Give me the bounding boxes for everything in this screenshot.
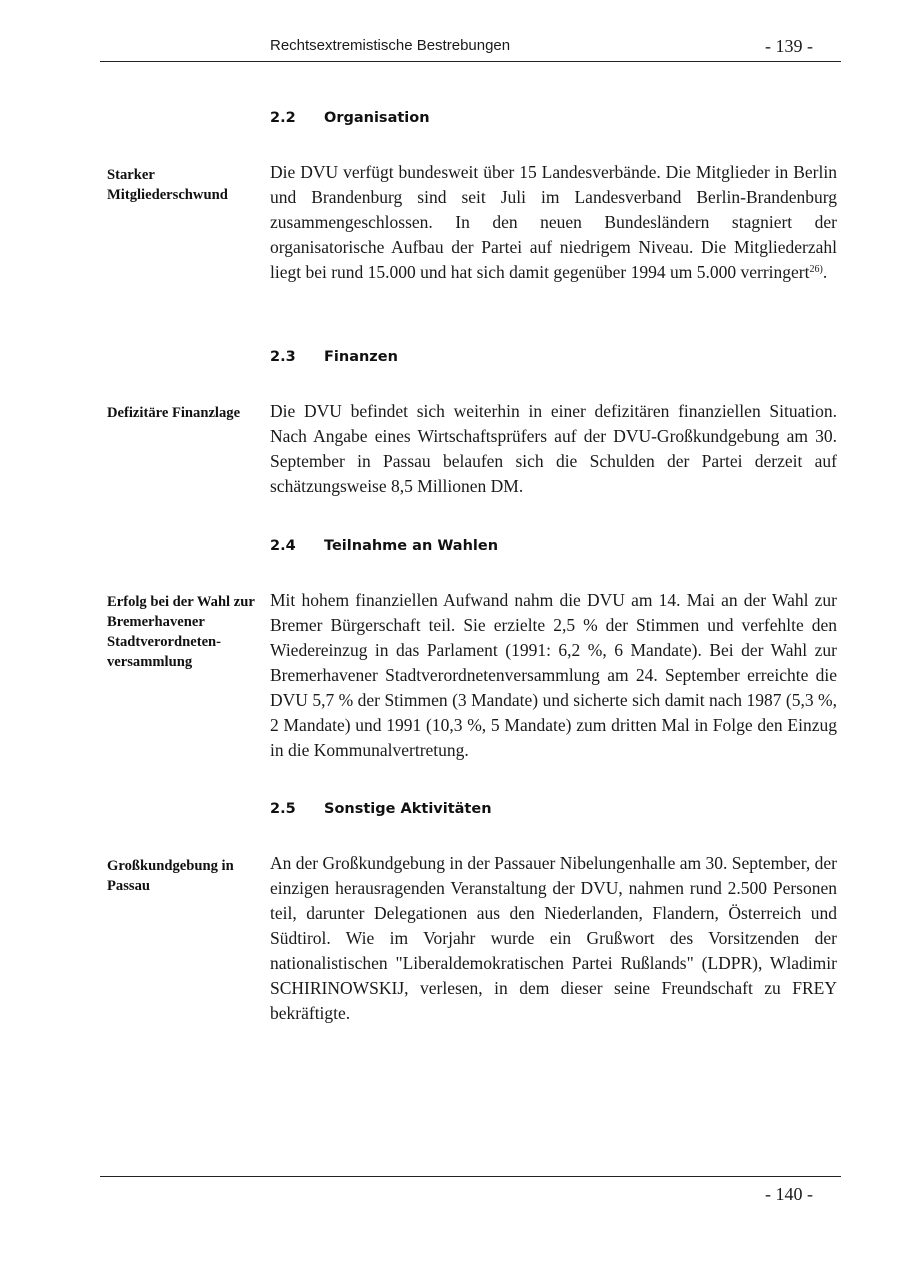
section-number: 2.3 (270, 349, 296, 365)
section-heading-aktivitaeten (270, 800, 492, 818)
paragraph-wahlen: Mit hohem finanziellen Aufwand nahm die DVU am 14. Mai an der Wahl zur Bremer Bürgerschaft teil. Sie erzielte 2,5 % der Stimmen und verfehlte den Wiedereinzug in das Parlament (1991: 6,2 %, 6 Mandate). Bei der Wahl zur Bremerhavener Stadtverordnetenversammlung am 24. September erreichte die DVU 5,7 % der Stimmen (3 Mandate) und sicherte sich damit nach 1987 (5,3 %, 2 Mandate) und 1991 (10,3 %, 5 Mandate) zum dritten Mal in Folge den Einzug in die Kommunalvertretung. (270, 590, 837, 760)
paragraph-end: . (822, 262, 828, 282)
margin-note-finanzlage: Defizitäre Finanzlage (107, 405, 241, 421)
footer-page-number: - 140 - (765, 1184, 813, 1204)
header-rule (100, 61, 841, 62)
section-number: 2.2 (270, 110, 296, 126)
section-title: Teilnahme an Wahlen (324, 538, 499, 554)
section-title: Finanzen (324, 349, 398, 365)
paragraph-aktivitaeten: An der Großkundgebung in der Passauer Nibelungenhalle am 30. September, der einzigen herausragenden Veranstaltung der DVU, nahmen rund 2.500 Personen teil, darunter Delegationen aus den Niederlanden, Flandern, Österreich und Südtirol. Wie im Vorjahr wurde ein Grußwort des Vorsitzenden der nationalistischen "Liberaldemokratischen Partei Rußlands" (LDPR), Wladimir SCHIRINOWSKIJ, verlesen, in dem dieser seine Freundschaft zu FREY bekräftigte. (270, 853, 837, 1023)
paragraph-finanzen: Die DVU befindet sich weiterhin in einer defizitären finanziellen Situation. Nach Angabe eines Wirtschaftsprüfers auf der DVU-Großkundgebung am 30. September in Passau belaufen sich die Schulden der Partei derzeit auf schätzungsweise 8,5 Millionen DM. (270, 401, 837, 496)
paragraph-organisation (270, 160, 837, 285)
running-title: Rechtsextremistische Bestrebungen (270, 37, 511, 54)
footer-rule (100, 1176, 841, 1177)
section-title: Organisation (324, 110, 430, 126)
section-heading-finanzen (270, 348, 398, 366)
margin-note-grosskundgebung: Großkundgebung in Passau (107, 858, 234, 894)
header-page-number: - 139 - (765, 36, 813, 56)
section-number: 2.4 (270, 538, 296, 554)
section-title: Sonstige Aktivitäten (324, 801, 492, 817)
section-heading-wahlen (270, 537, 498, 555)
margin-note-wahl-bremerhaven: Erfolg bei der Wahl zur Bremerhavener Stadtverordneten-versammlung (107, 594, 255, 670)
section-number: 2.5 (270, 801, 296, 817)
section-heading-organisation (270, 109, 430, 127)
paragraph-text: Die DVU verfügt bundesweit über 15 Landesverbände. Die Mitglieder in Berlin und Brandenburg sind seit Juli im Landesverband Berlin-Brandenburg zusammengeschlossen. In den neuen Bundesländern stagniert der organisatorische Aufbau der Partei auf niedrigem Niveau. Die Mitgliederzahl liegt bei rund 15.000 und hat sich damit gegenüber 1994 um 5.000 verringert (270, 162, 837, 282)
margin-note-mitgliederschwund: Starker Mitgliederschwund (107, 167, 228, 203)
footnote-reference: 26) (809, 264, 823, 275)
